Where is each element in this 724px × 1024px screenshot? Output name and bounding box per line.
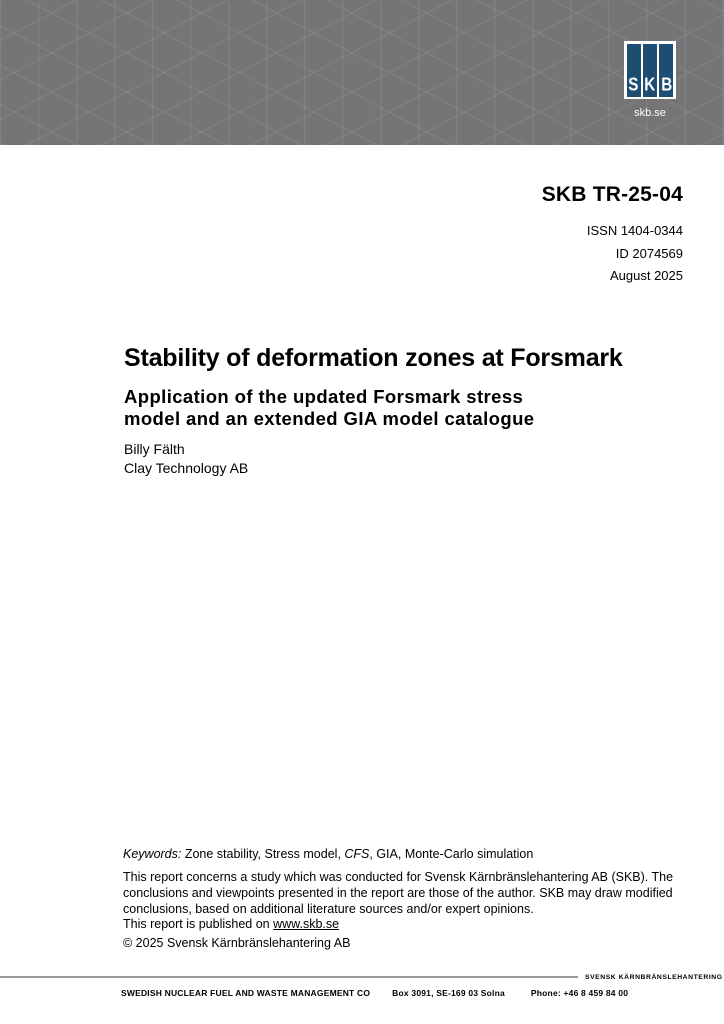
footer-rule [0, 976, 578, 978]
footer-company: SWEDISH NUCLEAR FUEL AND WASTE MANAGEMENT CO [121, 988, 371, 998]
footer-rule-row [0, 971, 724, 983]
author-affiliation: Clay Technology AB [124, 460, 249, 476]
logo-bar [627, 44, 641, 97]
report-id: ID 2074569 [615, 245, 683, 261]
author-name: Billy Fälth [124, 441, 185, 457]
issn: ISSN 1404-0344 [586, 223, 683, 238]
footer-info [121, 988, 628, 998]
banner-site-url: skb.se [634, 107, 666, 119]
disclaimer-paragraph: This report concerns a study which was conducted for Svensk Kärnbränslehantering AB (SKB). The conclusions and viewpoints presented in the report are those of the author. SKB may draw modified conclusions, based on additional literature sources and/or expert opinions. [123, 870, 674, 916]
subtitle-line-2: model and an extended GIA model catalogue [124, 407, 535, 429]
footer-brand: SVENSK KÄRNBRÄNSLEHANTERING [585, 973, 723, 981]
keywords-label: Keywords: [123, 847, 182, 861]
skb-logo [624, 41, 676, 99]
keywords-text-before: Zone stability, Stress model, [181, 847, 345, 861]
footer-phone: Phone: +46 8 459 84 00 [530, 988, 629, 998]
logo-letter-k: K [644, 74, 656, 95]
footer-address: Box 3091, SE-169 03 Solna [392, 988, 505, 998]
skb-website-link[interactable]: www.skb.se [273, 917, 340, 931]
published-text: This report is published on [123, 917, 274, 931]
logo-letter-s: S [628, 74, 639, 95]
author-block [124, 440, 248, 478]
logo-bar [659, 44, 673, 97]
banner [0, 0, 724, 145]
subtitle-line-1: Application of the updated Forsmark stress [124, 386, 524, 407]
keywords-text-after: , GIA, Monte-Carlo simulation [369, 847, 534, 861]
keywords-line [123, 847, 533, 861]
report-subtitle [124, 386, 534, 429]
copyright-line: © 2025 Svensk Kärnbränslehantering AB [123, 936, 351, 950]
report-meta [587, 220, 683, 288]
report-number: SKB TR-25-04 [541, 183, 683, 206]
report-title: Stability of deformation zones at Forsmark [124, 344, 623, 372]
logo-bar [643, 44, 657, 97]
logo-letter-b: B [660, 74, 672, 95]
publication-date: August 2025 [609, 268, 683, 283]
keywords-cfs-term: CFS [344, 847, 370, 861]
published-line [123, 917, 339, 931]
